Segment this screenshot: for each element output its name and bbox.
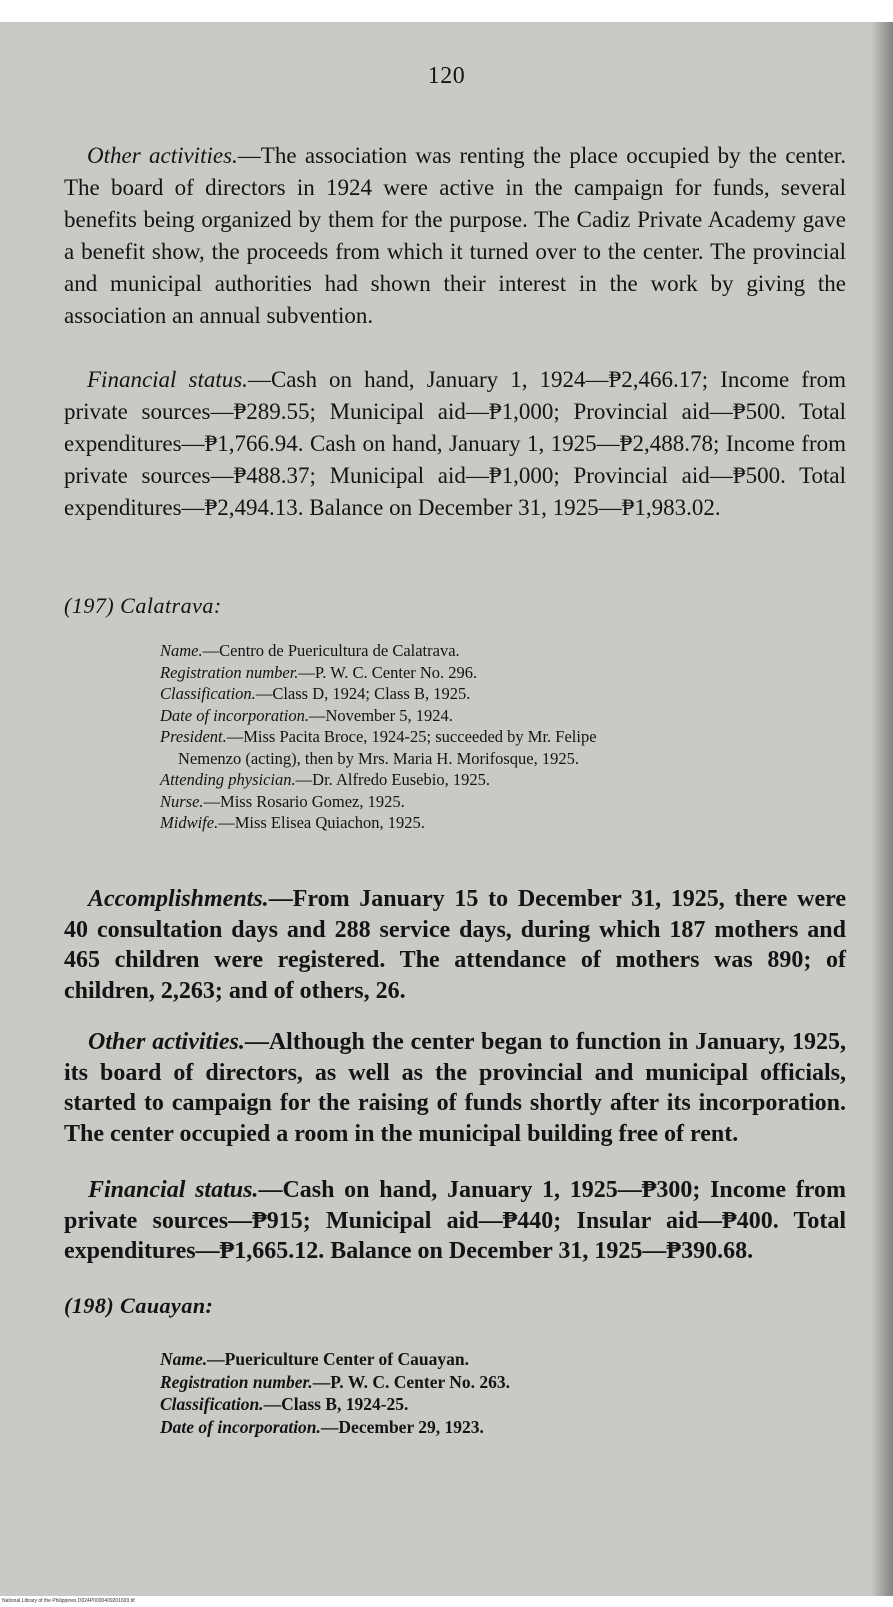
calatrava-record bbox=[160, 640, 850, 834]
accomplishments-paragraph bbox=[64, 884, 846, 1006]
accomplishments-text: —From January 15 to December 31, 1925, there were 40 consultation days and 288 service days, during which 187 mothers and 465 children were registered. The attendance of mothers was 890; of children, 2,263; and of others, 26. bbox=[64, 886, 846, 1004]
scanned-page bbox=[0, 22, 893, 1596]
other-activities-lead: Other activities. bbox=[87, 143, 238, 168]
section-heading-calatrava: (197) Calatrava: bbox=[64, 593, 222, 618]
cauayan-record bbox=[160, 1348, 850, 1438]
section-heading-cauayan: (198) Cauayan: bbox=[64, 1293, 214, 1318]
financial-status-paragraph bbox=[64, 364, 846, 524]
scan-footer-caption: National Library of the Philippines D024P0000409201693.tif bbox=[2, 1598, 135, 1604]
accomplishments-lead: Accomplishments. bbox=[88, 886, 269, 912]
other-activities-paragraph bbox=[64, 140, 846, 332]
financial-status-lead: Financial status. bbox=[87, 367, 248, 392]
calatrava-other-activities-text: —Although the center began to function in January, 1925, its board of directors, as well as the provincial and municipal officials, started to campaign for the raising of funds shortly after its incorporation. The center occupied a room in the municipal building free of rent. bbox=[64, 1029, 846, 1147]
financial-status-text: —Cash on hand, January 1, 1924—₱2,466.17; Income from private sources—₱289.55; Municipal aid—₱1,000; Provincial aid—₱500. Total expenditures—₱1,766.94. Cash on hand, January 1, 1925—₱2,488.78; Income from private sources—₱488.37; Municipal aid—₱1,000; Provincial aid—₱500. Total expenditures—₱2,494.13. Balance on December 31, 1925—₱1,983.02. bbox=[64, 367, 846, 520]
record-line: Attending physician.—Dr. Alfredo Eusebio, 1925. bbox=[160, 770, 490, 789]
record-line-continuation: Nemenzo (acting), then by Mrs. Maria H. Morifosque, 1925. bbox=[178, 748, 579, 768]
record-line: Name.—Centro de Puericultura de Calatrava. bbox=[160, 641, 460, 660]
record-line: Classification.—Class B, 1924-25. bbox=[160, 1394, 409, 1414]
calatrava-financial-status-lead: Financial status. bbox=[88, 1177, 259, 1203]
record-line: Midwife.—Miss Elisea Quiachon, 1925. bbox=[160, 813, 425, 832]
calatrava-other-activities-paragraph bbox=[64, 1027, 846, 1149]
other-activities-text: —The association was renting the place occupied by the center. The board of directors in 1924 were active in the campaign for funds, several benefits being organized by them for the purpose. The Cadiz Private Academy gave a benefit show, the proceeds from which it turned over to the center. The provincial and municipal authorities had shown their interest in the work by giving the association an annual subvention. bbox=[64, 143, 847, 328]
record-line: Nurse.—Miss Rosario Gomez, 1925. bbox=[160, 791, 405, 811]
record-line: Name.—Puericulture Center of Cauayan. bbox=[160, 1349, 469, 1369]
record-line: Registration number.—P. W. C. Center No. 296. bbox=[160, 662, 478, 682]
page-content bbox=[0, 22, 893, 1596]
calatrava-financial-status-paragraph bbox=[64, 1175, 846, 1267]
record-line: Registration number.—P. W. C. Center No. 263. bbox=[160, 1371, 511, 1392]
page-number: 120 bbox=[427, 63, 466, 89]
record-line: Date of incorporation.—November 5, 1924. bbox=[160, 705, 453, 725]
record-line: Date of incorporation.—December 29, 1923. bbox=[160, 1416, 484, 1437]
calatrava-financial-status-text: —Cash on hand, January 1, 1925—₱300; Income from private sources—₱915; Municipal aid—₱440; Insular aid—₱400. Total expenditures—₱1,665.12. Balance on December 31, 1925—₱390.68. bbox=[64, 1177, 846, 1264]
record-line: Classification.—Class D, 1924; Class B, 1925. bbox=[160, 684, 471, 703]
calatrava-other-activities-lead: Other activities. bbox=[88, 1029, 245, 1055]
record-line: President.—Miss Pacita Broce, 1924-25; succeeded by Mr. Felipe bbox=[160, 727, 597, 746]
